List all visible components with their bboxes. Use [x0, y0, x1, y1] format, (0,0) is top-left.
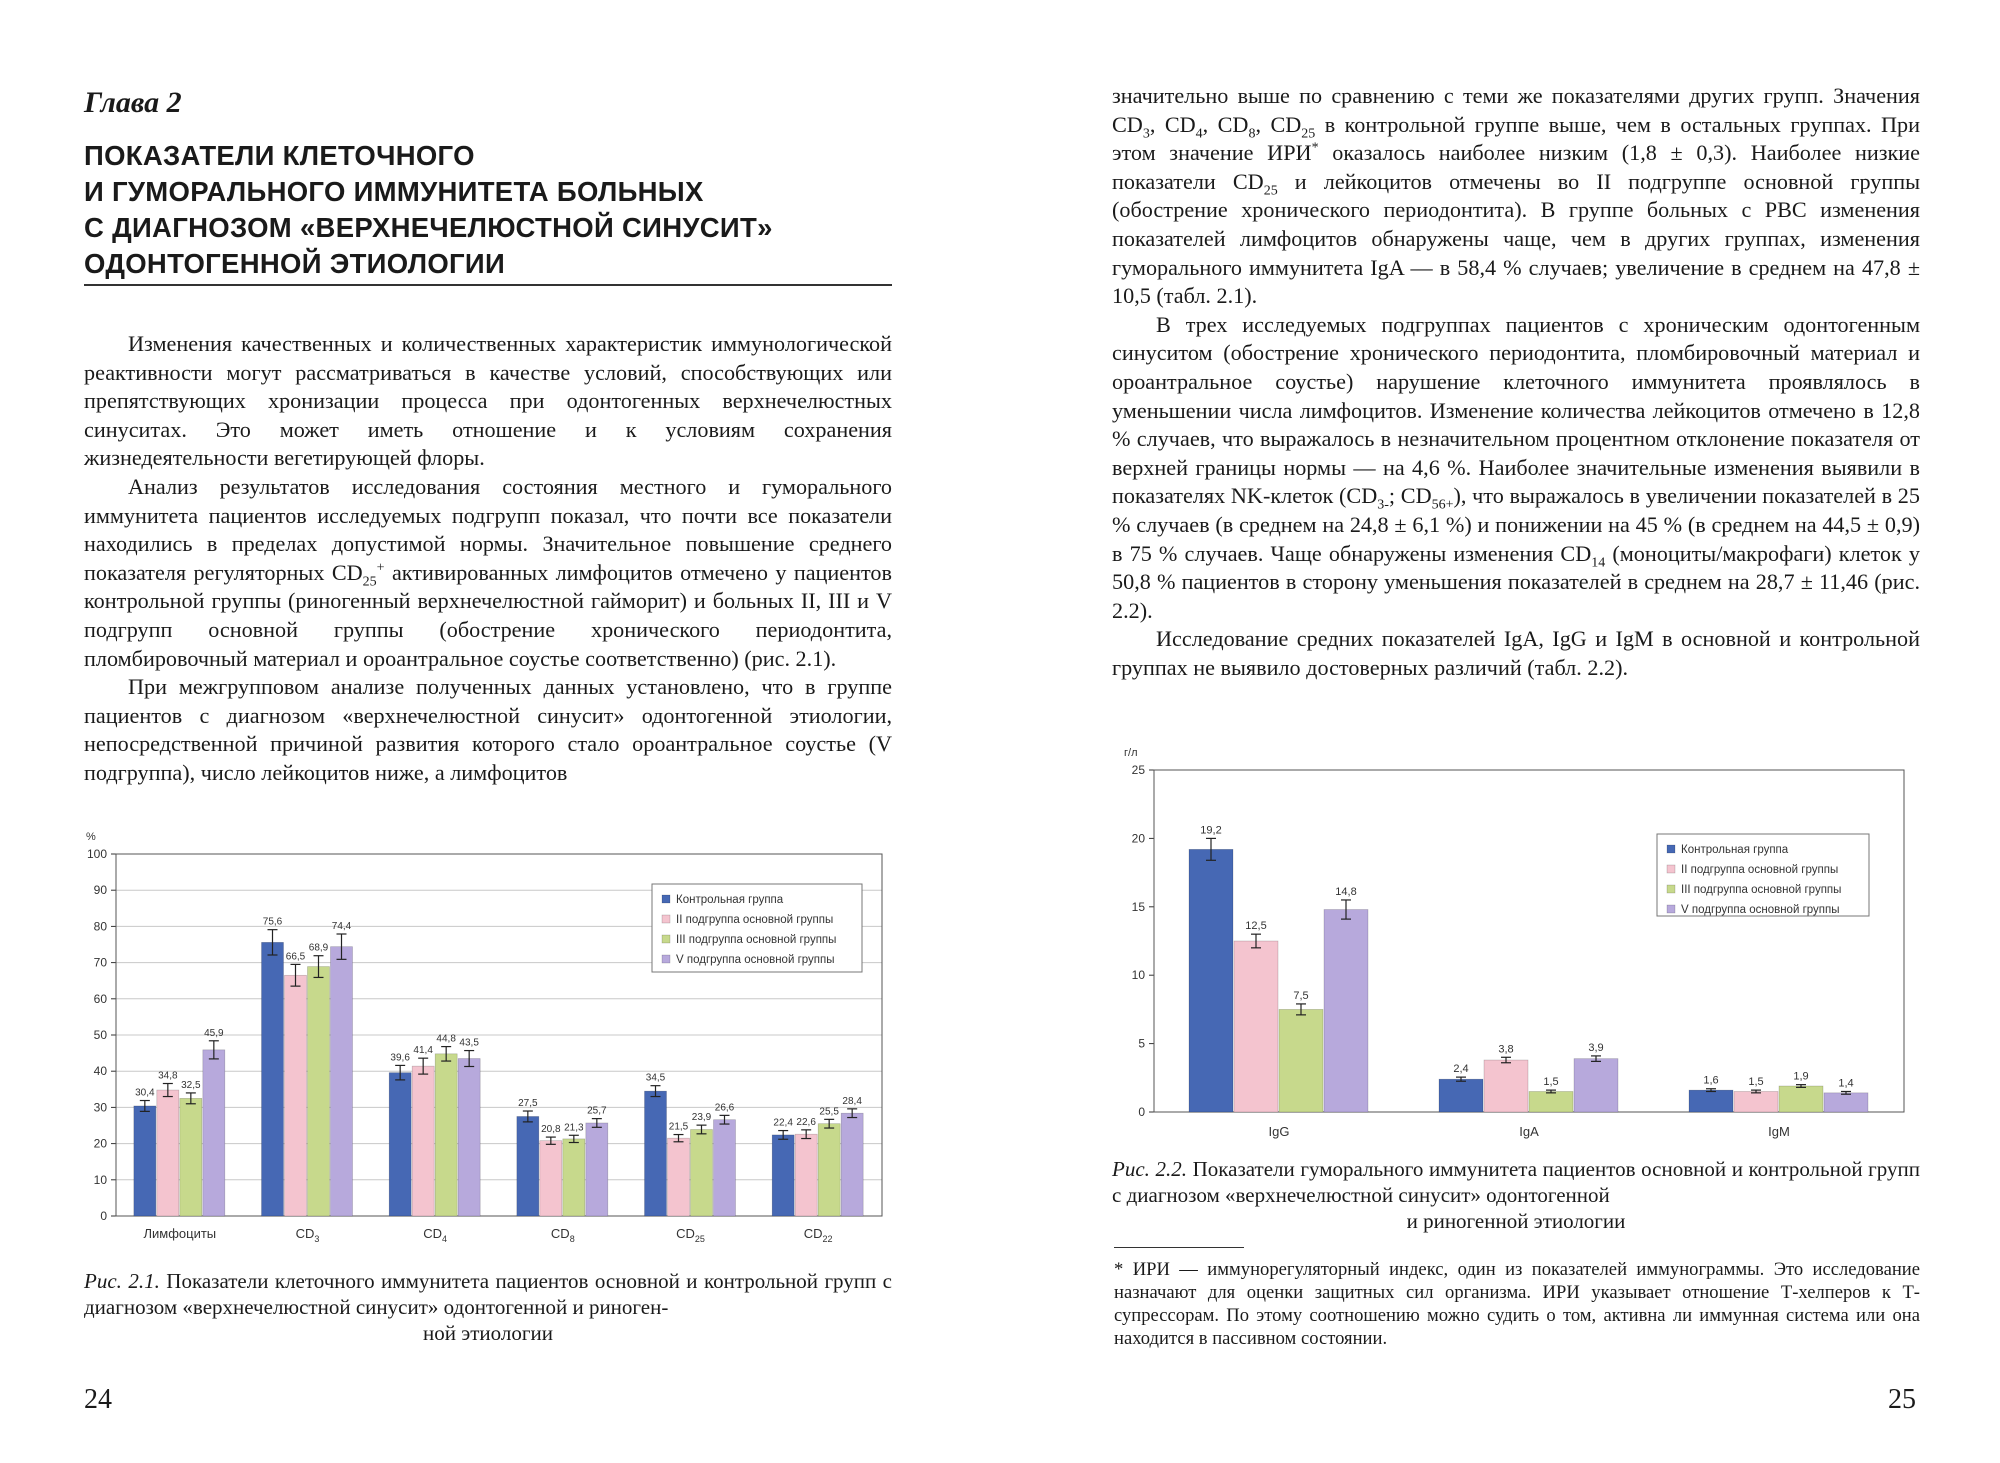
- footnote-divider: [1114, 1247, 1244, 1248]
- bar: [180, 1098, 202, 1216]
- y-tick-label: 100: [86, 847, 107, 861]
- paragraph: Анализ результатов исследования состояния местного и гуморального иммунитета пациентов исследуемых подгрупп показал, что почти все показатели находились в пределах допустимой нормы. Значительное повышение среднего показателя регуляторных $CD_{25}^+$ активированных лимфоцитов отмечено у пациентов контрольной группы (риногенный верхнечелюстной гайморит) и больных II, III и V подгрупп основной группы (обострение хронического периодонтита, пломбировочный материал и ороантральное соустье соответственно) (рис. 2.1).: [84, 473, 892, 671]
- y-tick-label: 50: [93, 1028, 107, 1042]
- paragraph: значительно выше по сравнению с теми же показателями других групп. Значения $CD_3$, $CD_4$, $CD_8$, $CD_{25}$ в контрольной группе выше, чем в остальных группах. При этом значение ИРИ* оказалось наиболее низким (1,8 ± 0,3). Наиболее низкие показатели $CD_{25}$ и лейкоцитов отмечены во II подгруппе основной группы (обострение хронического периодонтита). В группе больных с РВС изменения показателей лимфоцитов обнаружены чаще, чем в других группах, изменения гуморального иммунитета IgA — в 58,4 % случаев; увеличение в среднем на 47,8 ± 10,5 (табл. 2.1).: [1112, 83, 1920, 309]
- bar: [668, 1138, 690, 1216]
- data-label: 75,6: [262, 916, 283, 928]
- y-tick-label: 15: [1131, 899, 1145, 914]
- y-axis-unit: %: [86, 831, 96, 843]
- paragraph: Исследование средних показателей IgA, IgG и IgM в основной и контрольной группах не выявило достоверных различий (табл. 2.2).: [1112, 626, 1920, 680]
- category-label: IgM: [1768, 1124, 1790, 1139]
- category-label: IgA: [1519, 1124, 1539, 1139]
- category-label: Лимфоциты: [143, 1226, 217, 1241]
- category-label: $CD_3$: [295, 1226, 320, 1244]
- caption-label: Рис. 2.2.: [1112, 1157, 1187, 1181]
- right-body-text: [1112, 82, 1920, 682]
- caption-text: Показатели клеточного иммунитета пациентов основной и контрольной групп с диагнозом «верхнечелюстной синусит» одонтогенной и риноген-: [84, 1269, 893, 1319]
- data-label: 30,4: [135, 1087, 155, 1099]
- data-label: 27,5: [518, 1098, 538, 1110]
- data-label: 1,6: [1703, 1074, 1719, 1087]
- bar: [586, 1123, 608, 1216]
- y-tick-label: 80: [93, 919, 107, 934]
- data-label: 12,5: [1245, 920, 1267, 933]
- data-label: 25,7: [587, 1105, 607, 1117]
- bar: [1689, 1090, 1733, 1112]
- bar: [331, 947, 353, 1216]
- data-label: 21,5: [668, 1121, 689, 1133]
- legend-swatch: [1667, 845, 1675, 853]
- legend-entry: II подгруппа основной группы: [676, 914, 834, 926]
- bar: [1189, 849, 1233, 1112]
- caption-text-last: ной этиологии: [423, 1321, 553, 1345]
- page-number: 24: [84, 1384, 112, 1415]
- data-label: 66,5: [285, 951, 306, 963]
- bar: [1529, 1091, 1573, 1112]
- y-tick-label: 25: [1131, 763, 1145, 777]
- y-axis-unit: г/л: [1124, 747, 1138, 759]
- bar: [435, 1054, 457, 1216]
- paragraph: При межгрупповом анализе полученных данных установлено, что в группе пациентов с диагнозом «верхнечелюстной синусит» одонтогенной этиологии, непосредственной причиной развития которого стало ороантральное соустье (V подгруппа), число лейкоцитов ниже, а лимфоцитов: [84, 674, 892, 785]
- data-label: 3,9: [1588, 1041, 1604, 1054]
- caption-label: Рис. 2.1.: [84, 1269, 160, 1293]
- legend-entry: Контрольная группа: [1681, 844, 1789, 856]
- data-label: 41,4: [413, 1045, 433, 1057]
- data-label: 25,5: [819, 1106, 839, 1118]
- data-label: 28,4: [842, 1095, 862, 1107]
- bar: [134, 1106, 156, 1216]
- paragraph: Изменения качественных и количественных характеристик иммунологической реактивности могут рассматриваться в качестве условий, способствующих или препятствующих хронизации процесса при одонтогенных верхнечелюстных синуситах. Это может иметь отношение и к условиям сохранения жизнедеятельности вегетирующей флоры.: [84, 331, 892, 471]
- data-label: 43,5: [459, 1037, 479, 1049]
- chapter-label: Глава 2: [84, 86, 182, 119]
- data-label: 23,9: [691, 1112, 712, 1124]
- bar: [1234, 941, 1278, 1112]
- bar: [772, 1135, 794, 1216]
- bar: [1484, 1060, 1528, 1112]
- legend-swatch: [662, 895, 670, 903]
- bar: [645, 1091, 667, 1216]
- data-label: 22,6: [796, 1116, 816, 1128]
- bar: [308, 967, 330, 1216]
- legend-entry: III подгруппа основной группы: [676, 934, 837, 946]
- y-tick-label: 60: [93, 991, 107, 1006]
- legend-swatch: [662, 915, 670, 923]
- data-label: 22,4: [773, 1117, 793, 1129]
- bar: [795, 1134, 817, 1216]
- bar: [262, 942, 284, 1216]
- figure-2-2-caption: [1112, 1156, 1920, 1234]
- chapter-title: [84, 138, 904, 282]
- data-label: 2,4: [1453, 1063, 1469, 1076]
- bar: [458, 1059, 480, 1216]
- bar: [691, 1129, 713, 1216]
- chapter-title-line: ПОКАЗАТЕЛИ КЛЕТОЧНОГО: [84, 140, 475, 171]
- bar: [157, 1090, 179, 1216]
- bar: [1574, 1059, 1618, 1112]
- data-label: 1,9: [1793, 1070, 1809, 1083]
- legend-swatch: [662, 955, 670, 963]
- y-tick-label: 40: [93, 1064, 107, 1079]
- bar: [412, 1066, 434, 1216]
- legend-swatch: [1667, 865, 1675, 873]
- data-label: 32,5: [181, 1079, 201, 1091]
- legend-entry: V подгруппа основной группы: [676, 954, 835, 966]
- data-label: 68,9: [308, 942, 329, 954]
- data-label: 74,4: [331, 921, 352, 933]
- bar: [841, 1113, 863, 1216]
- data-label: 26,6: [714, 1102, 735, 1114]
- bar: [540, 1141, 562, 1216]
- y-tick-label: 10: [93, 1172, 107, 1187]
- data-label: 34,8: [158, 1070, 178, 1082]
- category-label: $CD_8$: [550, 1226, 575, 1244]
- y-tick-label: 70: [93, 955, 107, 970]
- legend-swatch: [662, 935, 670, 943]
- data-label: 34,5: [645, 1072, 666, 1084]
- y-tick-label: 30: [93, 1100, 107, 1115]
- bar: [285, 975, 307, 1216]
- bar: [1734, 1091, 1778, 1112]
- legend-entry: Контрольная группа: [676, 894, 784, 906]
- data-label: 44,8: [436, 1033, 456, 1045]
- chapter-title-line: С ДИАГНОЗОМ «ВЕРХНЕЧЕЛЮСТНОЙ СИНУСИТ»: [84, 212, 773, 243]
- y-tick-label: 5: [1138, 1036, 1145, 1051]
- bar: [1824, 1093, 1868, 1112]
- data-label: 45,9: [204, 1027, 224, 1039]
- data-label: 1,5: [1543, 1076, 1559, 1089]
- data-label: 1,5: [1748, 1076, 1764, 1089]
- y-tick-label: 0: [1138, 1105, 1145, 1119]
- bar: [1279, 1009, 1323, 1112]
- legend-swatch: [1667, 905, 1675, 913]
- figure-2-1-chart: [72, 826, 902, 1256]
- bar: [818, 1124, 840, 1216]
- bar: [563, 1139, 585, 1216]
- y-tick-label: 20: [93, 1136, 107, 1151]
- caption-text-last: и риногенной этиологии: [1406, 1209, 1626, 1233]
- y-tick-label: 20: [1131, 831, 1145, 846]
- bar: [714, 1120, 736, 1216]
- data-label: 20,8: [541, 1124, 561, 1136]
- data-label: 7,5: [1293, 989, 1309, 1002]
- legend-swatch: [1667, 885, 1675, 893]
- chapter-title-line: ОДОНТОГЕННОЙ ЭТИОЛОГИИ: [84, 248, 506, 279]
- data-label: 1,4: [1838, 1077, 1854, 1090]
- title-divider: [84, 284, 892, 286]
- category-label: $CD_{22}$: [803, 1226, 833, 1244]
- y-tick-label: 0: [100, 1209, 107, 1223]
- bar: [1439, 1079, 1483, 1112]
- paragraph: В трех исследуемых подгруппах пациентов с хроническим одонтогенным синуситом (обострение хронического периодонтита, пломбировочный материал и ороантральное соустье) нарушение клеточного иммунитета проявлялось в уменьшении числа лимфоцитов. Изменение количества лейкоцитов отмечено в 12,8 % случаев, что выражалось в незначительном процентном отклонение показателя от верхней границы нормы — на 4,6 %. Наиболее значительные изменения выявили в показателях NK-клеток ($CD_{3-}$; $CD_{56+}$), что выражалось в увеличении показателей в 25 % случаев (в среднем на 24,8 ± 6,1 %) и понижении на 45 % (в среднем на 44,5 ± 0,9) в 75 % случаев. Чаще обнаружены изменения $CD_{14}$ (моноциты/макрофаги) клеток у 50,8 % пациентов в сторону уменьшения показателей в среднем на 28,7 ± 11,46 (рис. 2.2).: [1112, 311, 1920, 623]
- category-label: $CD_4$: [423, 1226, 448, 1244]
- data-label: 14,8: [1335, 885, 1357, 898]
- category-label: $CD_{25}$: [676, 1226, 705, 1244]
- data-label: 39,6: [390, 1052, 410, 1064]
- page-number: 25: [1888, 1384, 1916, 1415]
- data-label: 19,2: [1200, 824, 1222, 837]
- figure-2-1-svg: [72, 826, 902, 1256]
- left-body-text: [84, 330, 892, 788]
- footnote: * ИРИ — иммунорегуляторный индекс, один из показателей иммунограммы. Это исследование назначают для оценки защитных сил организма. ИРИ указывает отношение Т-хелперов к Т-супрессорам. По этому соотношению можно судить о том, активна ли иммунная система или она находится в пассивном состоянии.: [1114, 1259, 1920, 1349]
- legend-entry: II подгруппа основной группы: [1681, 864, 1839, 876]
- bar: [203, 1050, 225, 1216]
- figure-2-2-chart: [1112, 740, 1922, 1148]
- right-page: [1000, 0, 2000, 1463]
- category-label: IgG: [1268, 1124, 1290, 1139]
- figure-2-2-svg: [1112, 740, 1922, 1148]
- figure-2-1-caption: [84, 1268, 892, 1346]
- data-label: 21,3: [564, 1122, 584, 1134]
- caption-text: Показатели гуморального иммунитета пациентов основной и контрольной групп с диагнозом «верхнечелюстной синусит» одонтогенной: [1112, 1157, 1920, 1207]
- bar: [517, 1116, 539, 1216]
- bar: [1324, 910, 1368, 1112]
- legend-entry: III подгруппа основной группы: [1681, 884, 1842, 896]
- data-label: 3,8: [1498, 1043, 1514, 1056]
- chapter-title-line: И ГУМОРАЛЬНОГО ИММУНИТЕТА БОЛЬНЫХ: [84, 176, 704, 207]
- bar: [389, 1073, 411, 1216]
- bar: [1779, 1086, 1823, 1112]
- y-tick-label: 10: [1131, 968, 1145, 983]
- y-tick-label: 90: [93, 883, 107, 898]
- legend-entry: V подгруппа основной группы: [1681, 904, 1840, 916]
